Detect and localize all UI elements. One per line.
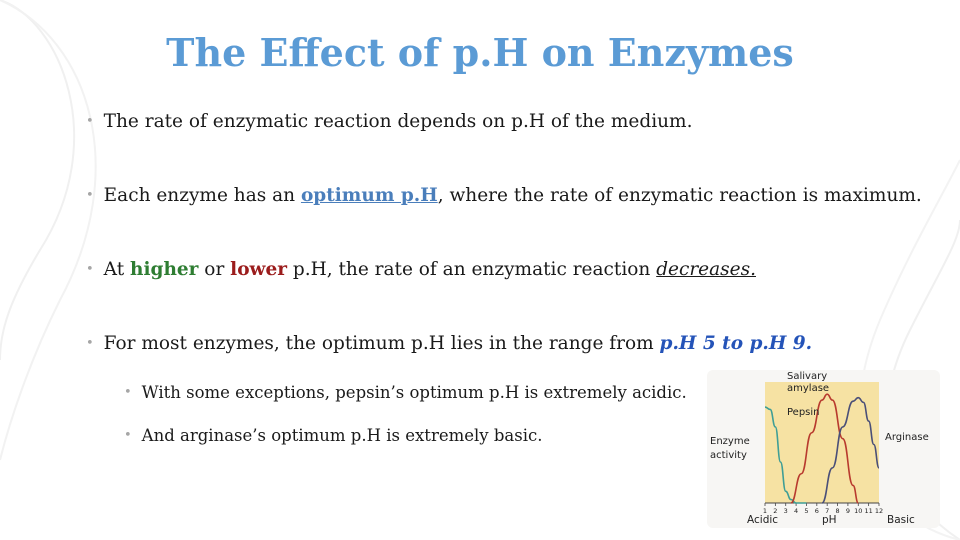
series-label-arginase: Arginase bbox=[885, 432, 929, 443]
sub-bullet-2 bbox=[124, 426, 542, 445]
sub-bullet-1 bbox=[124, 383, 687, 402]
x-end-label-basic: Basic bbox=[887, 514, 915, 526]
bullet-3-mid2: p.H, the rate of an enzymatic reaction bbox=[286, 259, 657, 280]
bullet-2-post: , where the rate of enzymatic reaction is maximum. bbox=[437, 185, 922, 206]
bullet-4-pre: For most enzymes, the optimum p.H lies in the range from bbox=[103, 333, 660, 354]
x-tick-label: 10 bbox=[854, 507, 863, 515]
x-axis-label: pH bbox=[821, 514, 837, 526]
bullet-dot-icon: • bbox=[86, 336, 94, 351]
bullet-dot-icon: • bbox=[124, 428, 132, 443]
higher-emphasis: higher bbox=[130, 259, 199, 280]
bullet-dot-icon: • bbox=[86, 188, 94, 203]
x-tick-label: 8 bbox=[835, 507, 840, 515]
y-axis-label: Enzyme bbox=[710, 436, 750, 447]
ph-activity-chart bbox=[707, 370, 940, 528]
series-label-salivary: Salivary bbox=[787, 371, 828, 382]
bullet-1-text: The rate of enzymatic reaction depends on p.H of the medium. bbox=[103, 111, 693, 132]
x-tick-label: 3 bbox=[783, 507, 788, 515]
chart-svg bbox=[707, 370, 940, 528]
series-label-pepsin: Pepsin bbox=[787, 407, 820, 418]
x-tick-label: 7 bbox=[825, 507, 830, 515]
slide-title: The Effect of p.H on Enzymes bbox=[166, 30, 794, 75]
x-tick-label: 4 bbox=[794, 507, 799, 515]
series-label-amylase: amylase bbox=[787, 383, 830, 394]
x-tick-label: 11 bbox=[864, 507, 873, 515]
sub-bullet-2-text: And arginase’s optimum p.H is extremely basic. bbox=[141, 426, 543, 445]
bullet-3-mid1: or bbox=[198, 259, 231, 280]
x-tick-label: 12 bbox=[874, 507, 884, 515]
bullet-2-pre: Each enzyme has an bbox=[103, 185, 301, 206]
sub-bullet-1-text: With some exceptions, pepsin’s optimum p.H is extremely acidic. bbox=[141, 383, 687, 402]
lower-emphasis: lower bbox=[230, 259, 287, 280]
x-end-label-acidic: Acidic bbox=[747, 514, 779, 526]
x-tick-label: 9 bbox=[845, 507, 850, 515]
bullet-4 bbox=[86, 333, 812, 354]
bullet-dot-icon: • bbox=[86, 262, 94, 277]
decreases-emphasis: decreases. bbox=[656, 259, 756, 280]
y-axis-label-2: activity bbox=[710, 450, 747, 461]
x-tick-label: 6 bbox=[814, 507, 819, 515]
ph-range-emphasis: p.H 5 to p.H 9. bbox=[659, 333, 813, 354]
bullet-dot-icon: • bbox=[86, 114, 94, 129]
bullet-dot-icon: • bbox=[124, 385, 132, 400]
optimum-ph-emphasis: optimum p.H bbox=[300, 185, 438, 206]
x-tick-label: 2 bbox=[773, 507, 778, 515]
bullet-2 bbox=[86, 185, 922, 206]
x-tick-label: 5 bbox=[804, 507, 809, 515]
bullet-3-pre: At bbox=[103, 259, 131, 280]
x-tick-label: 1 bbox=[762, 507, 768, 515]
bullet-1 bbox=[86, 111, 692, 132]
bullet-3 bbox=[86, 259, 756, 280]
